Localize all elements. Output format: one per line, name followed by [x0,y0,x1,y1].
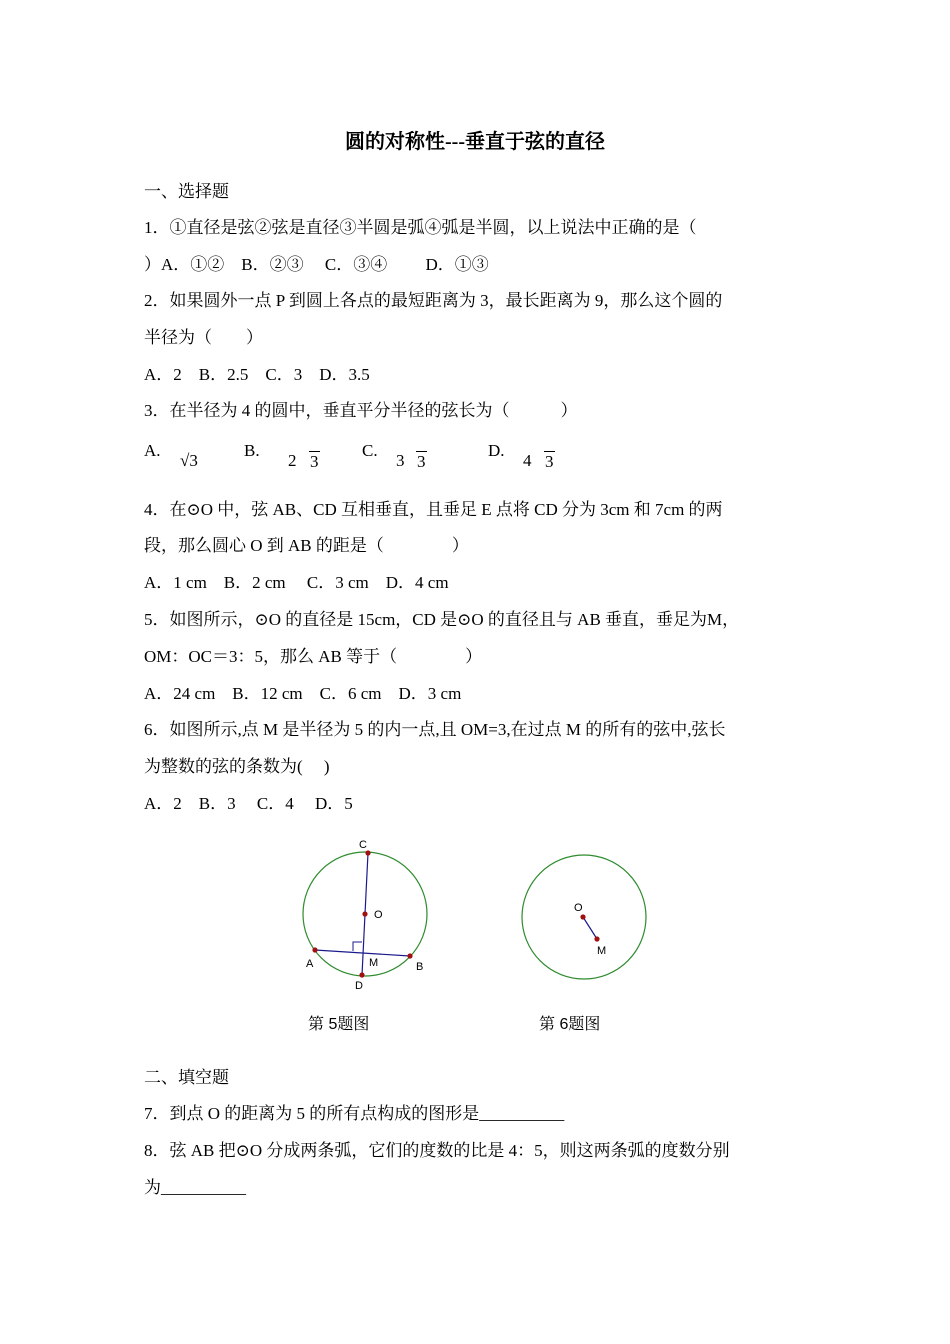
figure-5-caption: 第 5题图 [308,1016,370,1033]
label-a: A [306,958,314,970]
option-b-label: B. [244,441,260,460]
label-o: O [374,909,383,921]
point-c [365,850,370,855]
label-m: M [369,957,379,969]
question-6-stem-line2: 为整数的弦的条数为( ) [144,757,330,776]
option-d-radicand: 3 [545,452,554,471]
question-8-stem-line1: 8．弦 AB 把⊙O 分成两条弧，它们的度数的比是 4：5，则这两条弧的度数分别 [144,1141,730,1160]
question-6-stem-line1: 6．如图所示,点 M 是半径为 5 的内一点,且 OM=3,在过点 M 的所有的弦中,弦长 [144,720,726,739]
question-2-stem-line1: 2．如果圆外一点 P 到圆上各点的最短距离为 3，最长距离为 9，那么这个圆的 [144,291,723,310]
option-c-coefficient: 3 [396,451,405,470]
point-b [407,953,412,958]
question-4-stem-line1: 4．在⊙O 中，弦 AB、CD 互相垂直，且垂足 E 点将 CD 分为 3cm 和 7cm 的两 [144,500,723,519]
right-angle-mark [353,942,362,951]
figure-6-diagram [515,850,655,990]
question-2-stem-line2: 半径为（ ） [144,328,263,347]
label-d: D [355,980,363,992]
question-6-options: A．2 B．3 C．4 D．5 [144,794,353,813]
option-d-coefficient: 4 [523,451,532,470]
option-a-label: A. [144,441,161,460]
option-d-label: D. [488,441,505,460]
point-o [580,914,585,919]
question-5-stem-line1: 5．如图所示，⊙O 的直径是 15cm，CD 是⊙O 的直径且与 AB 垂直，垂足为M， [144,610,740,629]
section-heading-fill: 二、填空题 [144,1068,229,1087]
option-c-label: C. [362,441,378,460]
point-o [362,911,367,916]
question-5-stem-line2: OM：OC＝3：5，那么 AB 等于（ ） [144,647,483,666]
segment-om [583,917,597,939]
label-m: M [597,945,607,957]
question-5-options: A．24 cm B．12 cm C．6 cm D．3 cm [144,684,462,703]
question-7: 7．到点 O 的距离为 5 的所有点构成的图形是__________ [144,1104,565,1123]
question-1-options: ）A．①② B．②③ C．③④ D．①③ [144,255,489,274]
label-o: O [574,902,583,914]
option-b-coefficient: 2 [288,451,297,470]
option-c-radicand: 3 [417,452,426,471]
point-m [594,936,599,941]
question-4-stem-line2: 段，那么圆心 O 到 AB 的距是（ ） [144,536,469,555]
section-heading-choice: 一、选择题 [144,182,229,201]
figure-6-caption: 第 6题图 [539,1016,601,1033]
label-c: C [359,839,367,851]
point-a [312,947,317,952]
question-8-stem-line2: 为__________ [144,1178,246,1197]
point-d [359,972,364,977]
figure-5-diagram [290,838,430,992]
question-3-stem: 3．在半径为 4 的圆中，垂直平分半径的弦长为（ ） [144,401,578,420]
label-b: B [416,961,424,973]
question-1-stem: 1．①直径是弦②弦是直径③半圆是弧④弧是半圆，以上说法中正确的是（ [144,218,697,237]
option-a-radical: √3 [180,451,198,470]
page-title: 圆的对称性---垂直于弦的直径 [345,131,605,153]
option-b-radicand: 3 [310,452,319,471]
question-2-options: A．2 B．2.5 C．3 D．3.5 [144,365,370,384]
question-4-options: A．1 cm B．2 cm C．3 cm D．4 cm [144,573,449,592]
